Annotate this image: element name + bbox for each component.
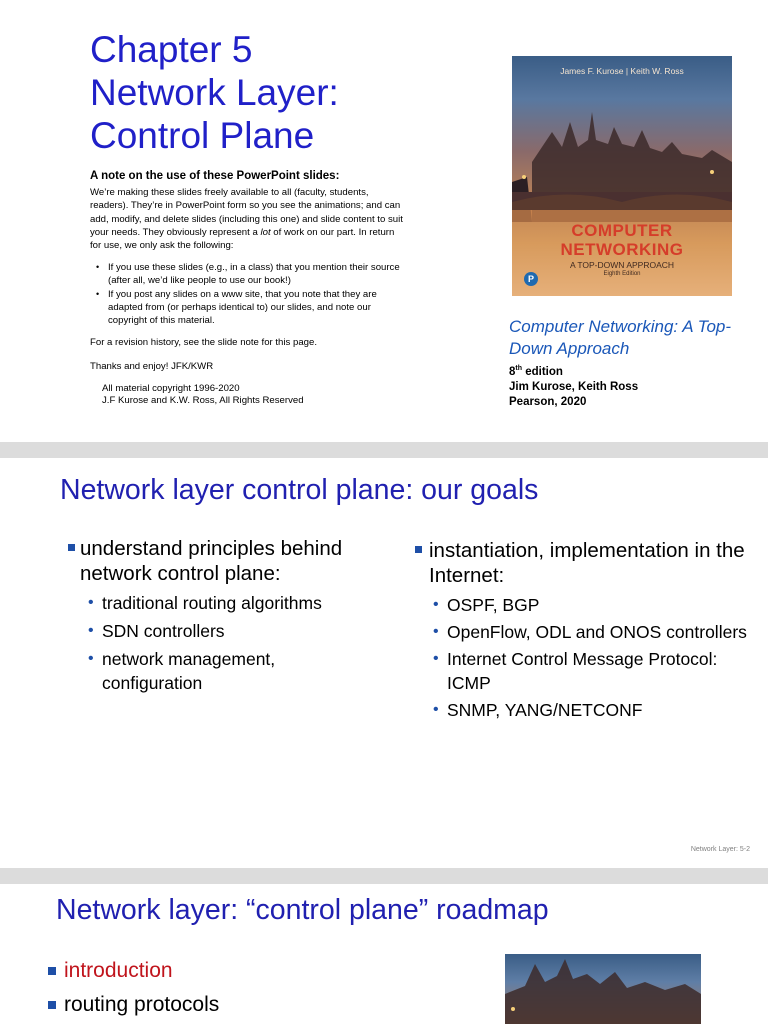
edition-suffix: th xyxy=(515,365,523,372)
usage-note-text: of work on our part. In return for use, we only ask the following: xyxy=(90,226,395,252)
publisher-logo-icon: P xyxy=(524,272,538,286)
list-item: • SNMP, YANG/NETCONF xyxy=(413,698,753,722)
list-item: • OpenFlow, ODL and ONOS controllers xyxy=(413,620,753,644)
cover-edition: Eighth Edition xyxy=(603,271,641,277)
goals-slide xyxy=(0,458,768,868)
list-item: • network management, configuration xyxy=(66,647,366,695)
usage-condition-item: • If you use these slides (e.g., in a class) that you mention their source (after all, we’d like people to use our book!) xyxy=(96,261,401,288)
revision-note: For a revision history, see the slide note for this page. xyxy=(90,337,317,348)
book-publisher: Pearson, 2020 xyxy=(509,395,587,408)
slide-divider xyxy=(0,868,768,884)
cover-subtitle: A TOP-DOWN APPROACH xyxy=(569,260,675,270)
chapter-title-line: Control Plane xyxy=(90,115,315,156)
cover-title xyxy=(512,221,732,259)
slide-number: Network Layer: 5-2 xyxy=(690,846,750,853)
slide-divider xyxy=(0,442,768,458)
usage-note-heading: A note on the use of these PowerPoint slides: xyxy=(90,170,340,182)
cover-authors: James F. Kurose | Keith W. Ross xyxy=(560,66,684,76)
usage-note-body xyxy=(90,186,408,252)
usage-condition-item: • If you post any slides on a www site, that you note that they are adapted from (or perhaps identical to) our slides, and note our copyright of this material. xyxy=(96,288,401,328)
book-edition xyxy=(509,361,638,380)
goals-left-column xyxy=(66,536,366,699)
goal-instantiation: instantiation, implementation in the Internet: xyxy=(413,538,753,588)
chapter-title xyxy=(90,28,339,157)
book-cover-thumbnail xyxy=(505,954,701,1024)
cover-title-line: NETWORKING xyxy=(560,240,684,259)
thanks-note: Thanks and enjoy! JFK/KWR xyxy=(90,361,214,372)
slide-title: Network layer: “control plane” roadmap xyxy=(56,894,549,926)
cover-cityscape-illustration xyxy=(512,92,732,222)
chapter-title-line: Network Layer: xyxy=(90,72,339,113)
chapter-title-line: Chapter 5 xyxy=(90,29,253,70)
slide-title: Network layer control plane: our goals xyxy=(60,474,539,506)
edition-word: edition xyxy=(522,365,563,378)
book-info xyxy=(509,361,638,410)
goal-instantiation-list xyxy=(413,593,753,722)
book-cover-image xyxy=(512,56,732,296)
roadmap-list xyxy=(46,954,219,1022)
list-item: • traditional routing algorithms xyxy=(66,591,366,615)
roadmap-slide xyxy=(0,884,768,1024)
goal-principles: understand principles behind network control plane: xyxy=(66,536,366,586)
copyright-notice xyxy=(102,383,304,407)
list-item: • Internet Control Message Protocol: ICMP xyxy=(413,647,753,695)
copyright-line: All material copyright 1996-2020 xyxy=(102,383,240,394)
list-item: • SDN controllers xyxy=(66,619,366,643)
thumbnail-cityscape-illustration xyxy=(505,954,701,1024)
copyright-line: J.F Kurose and K.W. Ross, All Rights Reserved xyxy=(102,395,304,406)
usage-conditions-list xyxy=(96,261,401,327)
roadmap-item-routing-protocols: routing protocols xyxy=(46,988,219,1022)
goals-right-column xyxy=(413,538,753,725)
edition-number: 8 xyxy=(509,365,516,378)
list-item: • OSPF, BGP xyxy=(413,593,753,617)
usage-note-text: We’re making these slides freely available to all (faculty, students, readers). They’re in PowerPoint form so you see the animations; and can add, modify, and delete slides (including this one) and slide content to suit your needs. They obviously represent a xyxy=(90,187,403,238)
book-authors: Jim Kurose, Keith Ross xyxy=(509,380,639,393)
goal-principles-list xyxy=(66,591,366,695)
usage-note-emphasis: lot xyxy=(260,226,271,238)
cover-title-line: COMPUTER xyxy=(571,221,673,240)
book-title: Computer Networking: A Top-Down Approach xyxy=(509,317,732,358)
title-slide xyxy=(0,0,768,442)
roadmap-item-introduction: introduction xyxy=(46,954,219,988)
